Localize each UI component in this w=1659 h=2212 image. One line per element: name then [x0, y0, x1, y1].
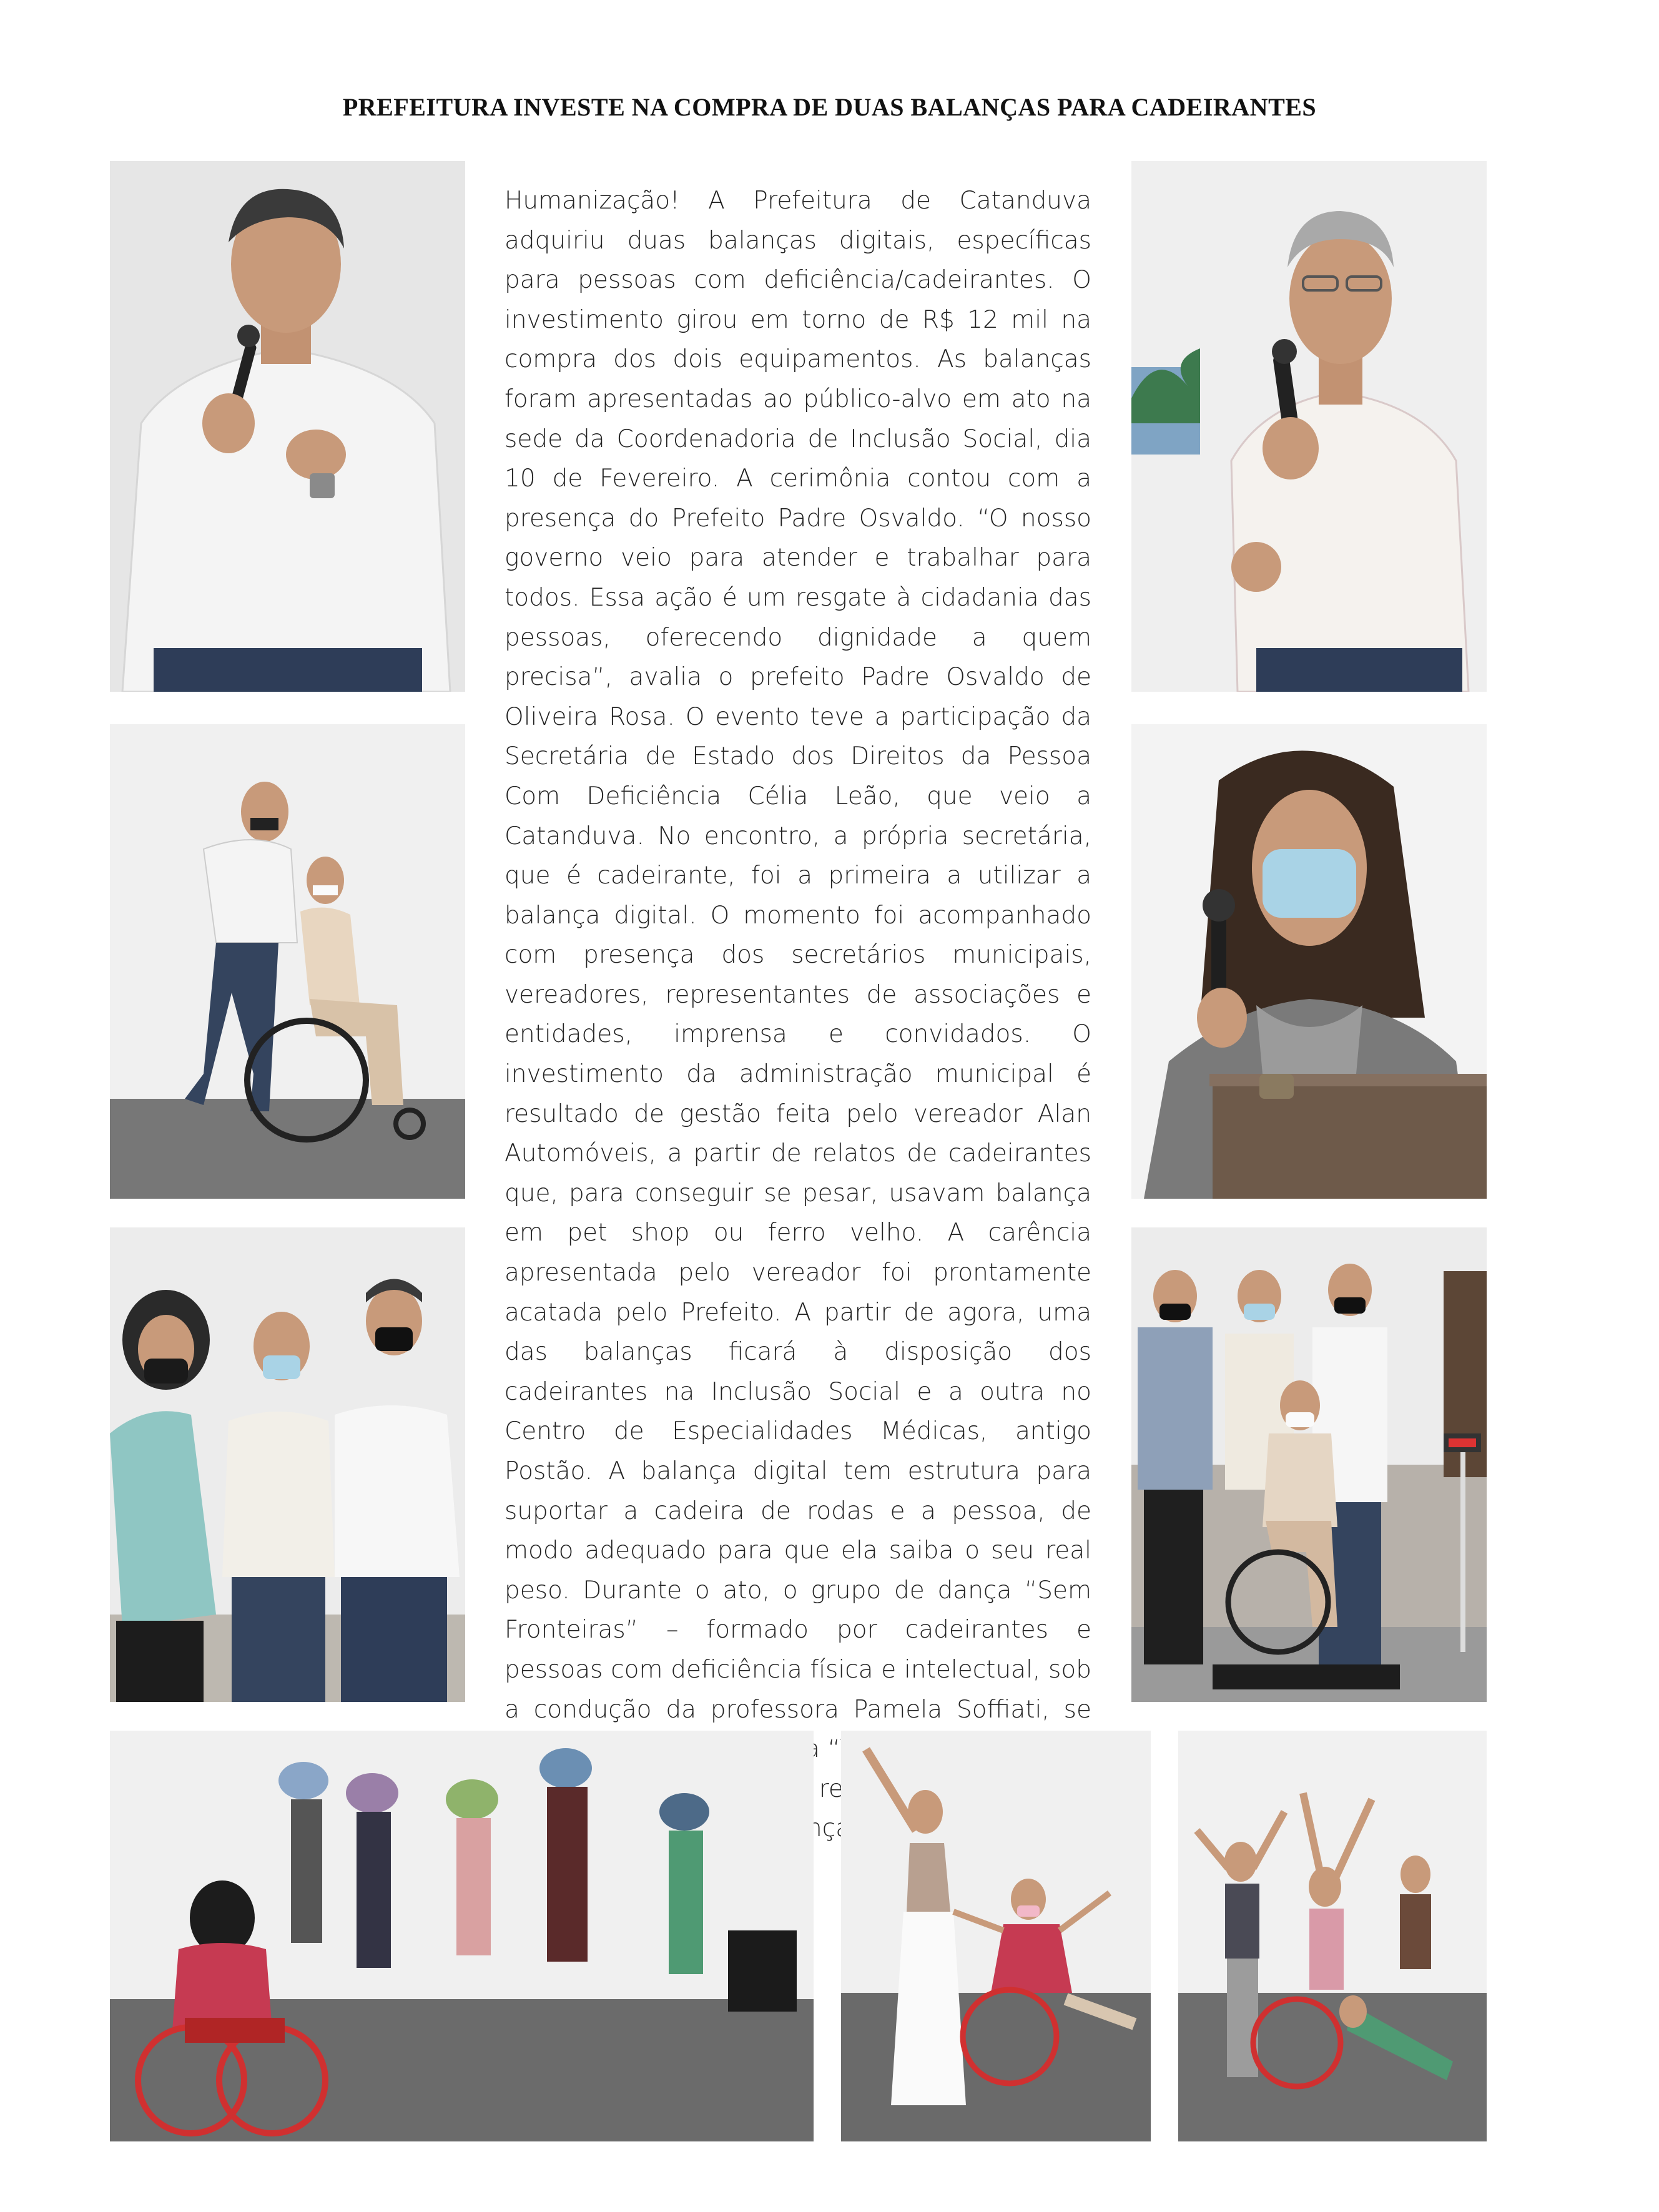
photo-dancers-arms-raised	[1178, 1731, 1487, 2141]
photo-man-pushing-wheelchair	[110, 724, 465, 1199]
photo-dance-group-performance	[110, 1731, 814, 2141]
photo-older-man-speaking-microphone	[1131, 161, 1487, 692]
article-body: Humanização! A Prefeitura de Catanduva adquiriu duas balanças digitais, específicas para pessoas com deficiência/cadeirantes. O investimento girou em torno de R$ 12 mil na compra dos dois equipamentos. As balanças foram apresentadas ao público-alvo em ato na sede da Coordenadoria de Inclusão Social, dia 10 de Fevereiro. A cerimônia contou com a presença do Prefeito Padre Osvaldo. “O nosso governo veio para atender e trabalhar para todos. Essa ação é um resgate à cidadania das pessoas, oferecendo dignidade a quem precisa”, avalia o prefeito Padre Osvaldo de Oliveira Rosa. O evento teve a participação da Secretária de Estado dos Direitos da Pessoa Com Deficiência Célia Leão, que veio a Catanduva. No encontro, a própria secretária, que é cadeirante, foi a primeira a utilizar a balança digital. O momento foi acompanhado com presença dos secretários municipais, vereadores, representantes de associações e entidades, imprensa e convidados. O investimento da administração municipal é resultado de gestão feita pelo vereador Alan Automóveis, a partir de relatos de cadeirantes que, para conseguir se pesar, usavam balança em pet shop ou ferro velho. A carência apresentada pelo vereador foi prontamente acatada pelo Prefeito. A partir de agora, uma das balanças ficará à disposição dos cadeirantes na Inclusão Social e a outra no Centro de Especialidades Médicas, antigo Postão. A balança digital tem estrutura para suportar a cadeira de rodas e a pessoa, de modo adequado para que ela saiba o seu real peso. Durante o ato, o grupo de dança “Sem Fronteiras” – formado por cadeirantes e pessoas com deficiência física e intelectual, sob a condução da professora Pamela Soffiati, se dança.	[505, 187, 1091, 1843]
photo-dancer-with-wheelchair-user	[841, 1731, 1151, 2141]
photo-group-three-people-masks	[110, 1227, 465, 1702]
photo-man-speaking-microphone	[110, 161, 465, 692]
photo-woman-speaking-microphone	[1131, 724, 1487, 1199]
article-title: PREFEITURA INVESTE NA COMPRA DE DUAS BALANÇAS PARA CADEIRANTES	[342, 93, 1317, 121]
photo-group-wheelchair-scale	[1131, 1227, 1487, 1702]
